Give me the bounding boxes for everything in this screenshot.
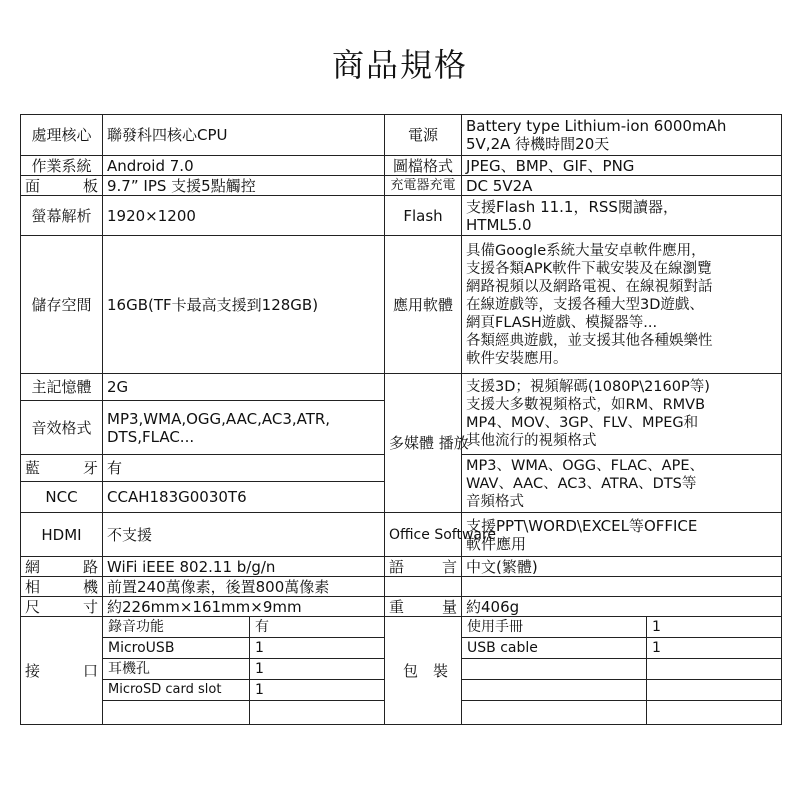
weight-value: 約406g xyxy=(462,597,782,617)
spec-row xyxy=(21,196,782,236)
empty-cell xyxy=(647,659,782,680)
empty-cell xyxy=(385,577,462,597)
language-label: 語 言 xyxy=(385,557,462,577)
os-label: 作業系統 xyxy=(21,156,103,176)
cpu-value: 聯發科四核心CPU xyxy=(103,115,385,156)
ncc-label: NCC xyxy=(21,482,103,513)
bluetooth-value: 有 xyxy=(103,455,385,482)
image-format-value: JPEG、BMP、GIF、PNG xyxy=(462,156,782,176)
spec-row xyxy=(21,617,782,638)
spec-row xyxy=(21,156,782,176)
charger-label: 充電器充電 xyxy=(385,176,462,196)
port-value: 1 xyxy=(250,638,385,659)
resolution-label: 螢幕解析 xyxy=(21,196,103,236)
camera-value: 前置240萬像素，後置800萬像素 xyxy=(103,577,385,597)
resolution-value: 1920×1200 xyxy=(103,196,385,236)
hdmi-label: HDMI xyxy=(21,513,103,557)
multimedia-video-value: 支援3D；視頻解碼(1080P\2160P等) 支援大多數視頻格式，如RM、RMVB MP4、MOV、3GP、FLV、MPEG和 其他流行的視頻格式 xyxy=(462,374,782,455)
power-value: Battery type Lithium-ion 6000mAh 5V,2A 待機時間20天 xyxy=(462,115,782,156)
spec-row xyxy=(21,557,782,577)
image-format-label: 圖檔格式 xyxy=(385,156,462,176)
empty-cell xyxy=(647,701,782,725)
port-value: 1 xyxy=(250,659,385,680)
package-item-name: 使用手冊 xyxy=(462,617,647,638)
port-name: MicroUSB xyxy=(103,638,250,659)
hdmi-value: 不支援 xyxy=(103,513,385,557)
package-item-name: USB cable xyxy=(462,638,647,659)
page-title: 商品規格 xyxy=(331,46,468,84)
spec-table xyxy=(20,114,782,725)
power-label: 電源 xyxy=(385,115,462,156)
package-item-value: 1 xyxy=(647,638,782,659)
spec-row xyxy=(21,597,782,617)
camera-label: 相 機 xyxy=(21,577,103,597)
bluetooth-label: 藍 牙 xyxy=(21,455,103,482)
port-name: 錄音功能 xyxy=(103,617,250,638)
empty-cell xyxy=(103,701,250,725)
empty-cell xyxy=(250,701,385,725)
empty-cell xyxy=(462,680,647,701)
ncc-value: CCAH183G0030T6 xyxy=(103,482,385,513)
language-value: 中文(繁體) xyxy=(462,557,782,577)
storage-label: 儲存空間 xyxy=(21,236,103,374)
size-value: 約226mm×161mm×9mm xyxy=(103,597,385,617)
office-label: Office Software xyxy=(385,513,462,557)
size-label: 尺 寸 xyxy=(21,597,103,617)
apps-value: 具備Google系統大量安卓軟件應用， 支援各類APK軟件下載安裝及在線瀏覽 網路視頻以及網路電視、在線視頻對話 在線遊戲等，支援各種大型3D遊戲、 網頁FLASH遊戲、模擬器等... 各類經典遊戲，並支援其他各種娛樂性 軟件安裝應用。 xyxy=(462,236,782,374)
spec-row xyxy=(21,176,782,196)
panel-label: 面 板 xyxy=(21,176,103,196)
package-label: 包 裝 xyxy=(385,617,462,725)
package-item-value: 1 xyxy=(647,617,782,638)
flash-value: 支援Flash 11.1，RSS閱讀器， HTML5.0 xyxy=(462,196,782,236)
storage-value: 16GB(TF卡最高支援到128GB) xyxy=(103,236,385,374)
multimedia-label: 多媒體 播放 xyxy=(385,374,462,513)
port-value: 有 xyxy=(250,617,385,638)
ports-label: 接 口 xyxy=(21,617,103,725)
apps-label: 應用軟體 xyxy=(385,236,462,374)
empty-cell xyxy=(462,701,647,725)
network-value: WiFi iEEE 802.11 b/g/n xyxy=(103,557,385,577)
multimedia-audio-value: MP3、WMA、OGG、FLAC、APE、 WAV、AAC、AC3、ATRA、DTS等 音頻格式 xyxy=(462,455,782,513)
spec-row xyxy=(21,374,782,401)
spec-row xyxy=(21,513,782,557)
port-name: 耳機孔 xyxy=(103,659,250,680)
flash-label: Flash xyxy=(385,196,462,236)
port-value: 1 xyxy=(250,680,385,701)
empty-cell xyxy=(462,659,647,680)
audio-label: 音效格式 xyxy=(21,401,103,455)
spec-row xyxy=(21,236,782,374)
weight-label: 重 量 xyxy=(385,597,462,617)
os-value: Android 7.0 xyxy=(103,156,385,176)
audio-value: MP3,WMA,OGG,AAC,AC3,ATR, DTS,FLAC... xyxy=(103,401,385,455)
network-label: 網 路 xyxy=(21,557,103,577)
charger-value: DC 5V2A xyxy=(462,176,782,196)
ram-value: 2G xyxy=(103,374,385,401)
empty-cell xyxy=(462,577,782,597)
ram-label: 主記憶體 xyxy=(21,374,103,401)
spec-row xyxy=(21,577,782,597)
cpu-label: 處理核心 xyxy=(21,115,103,156)
spec-row xyxy=(21,115,782,156)
office-value: 支援PPT\WORD\EXCEL等OFFICE 軟件應用 xyxy=(462,513,782,557)
panel-value: 9.7” IPS 支援5點觸控 xyxy=(103,176,385,196)
port-name: MicroSD card slot xyxy=(103,680,250,701)
empty-cell xyxy=(647,680,782,701)
